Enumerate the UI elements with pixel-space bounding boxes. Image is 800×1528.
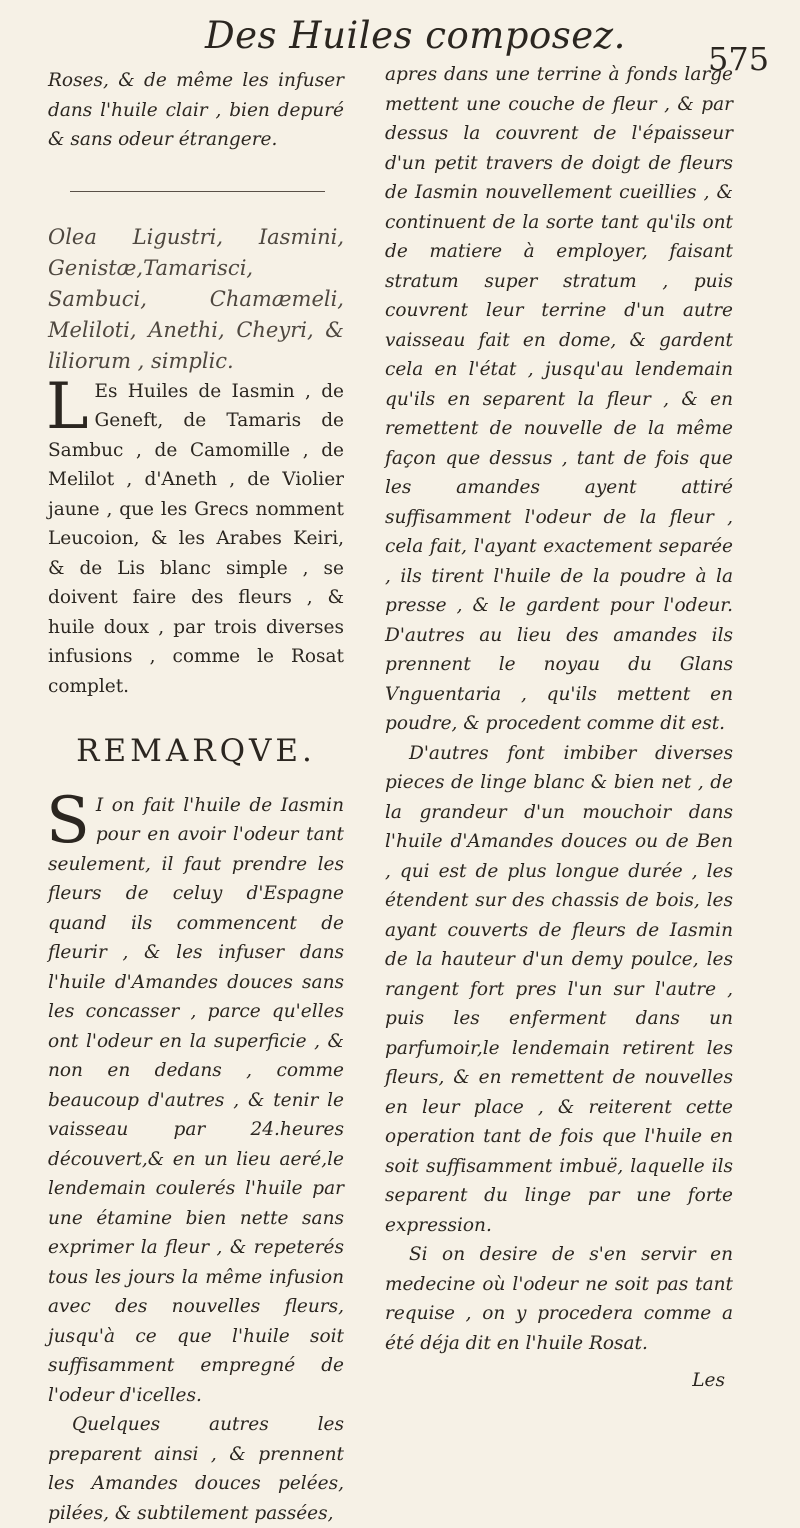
right-paragraph-2: D'autres font imbiber diverses pieces de linge blanc & bien net , de la grandeur d'un mouchoir dans l'huile d'Amandes douces ou de Ben , qui est de plus longue durée , les étendent sur des chassis de bois, les ayant couverts de fleurs de Iasmin de la hauteur d'un demy poulce, les rangent fort pres l'un sur l'autre , puis les enferment dans un parfumoir,le lendemain retirent les fleurs, & en remettent de nouvelles en leur place , & reiterent cette operation tant de fois que l'huile en soit suffisamment imbuë, laquelle ils separent du linge par une forte expression. xyxy=(385,742,733,1236)
right-column xyxy=(385,60,733,1396)
drop-cap-s: S xyxy=(46,783,90,858)
section-divider xyxy=(70,191,325,192)
preparation-paragraph: Quelques autres les preparent ainsi , & prennent les Amandes douces pelées, pilées, & subtilement passées, xyxy=(48,1414,344,1524)
right-paragraph-1: apres dans une terrine à fonds large mettent une couche de fleur , & par dessus la couvrent de l'épaisseur d'un petit travers de doigt de fleurs de Iasmin nouvellement cueillies , & continuent de la sorte tant qu'ils ont de matiere à employer, faisant stratum super stratum , puis couvrent leur terrine d'un autre vaisseau fait en dome, & gardent cela en l'état , jusqu'au lendemain qu'ils en separent la fleur , & en remettent de nouvelle de la même façon que dessus , tant de fois que les amandes ayent attiré suffisamment l'odeur de la fleur , cela fait, l'ayant exactement separée , ils tirent l'huile de la poudre à la presse , & le gardent pour l'odeur. D'autres au lieu des amandes ils prennent le noyau du Glans Vnguentaria , qu'ils mettent en poudre, & procedent comme dit est. xyxy=(385,64,733,734)
right-paragraph-3: Si on desire de s'en servir en medecine où l'odeur ne soit pas tant requise , on y procedera comme a été déja dit en l'huile Rosat. xyxy=(385,1244,733,1354)
catchword: Les xyxy=(692,1370,725,1391)
page-number: 575 xyxy=(708,40,770,78)
intro-paragraph: Roses, & de même les infuser dans l'huile clair , bien depuré & sans odeur étrangere. xyxy=(48,70,344,150)
remarque-heading: REMARQVE. xyxy=(76,733,316,769)
french-paragraph xyxy=(46,369,344,702)
left-column xyxy=(48,66,344,1528)
remarque-paragraph-text: I on fait l'huile de Iasmin pour en avoir l'odeur tant seulement, il faut prendre les fleurs de celuy d'Espagne quand ils commencent de fleurir , & les infuser dans l'huile d'Amandes douces sans les concasser , parce qu'elles ont l'odeur en la superficie , & non en dedans , comme beaucoup d'autres , & tenir le vaisseau par 24.heures découvert,& en un lieu aeré,le lendemain coulerés l'huile par une étamine bien nette sans exprimer la fleur , & repeterés tous les jours la même infusion avec des nouvelles fleurs, jusqu'à ce que l'huile soit suffisamment empregné de l'odeur d'icelles. xyxy=(48,794,344,1406)
french-paragraph-text: Es Huiles de Iasmin , de Geneft, de Tamaris de Sambuc , de Camomille , de Melilot , d'Aneth , de Violier jaune , que les Grecs nomment Leucoion, & les Arabes Keiri, & de Lis blanc simple , se doivent faire des fleurs , & huile doux , par trois diverses infusions , comme le Rosat complet. xyxy=(48,380,344,697)
drop-cap-l: L xyxy=(46,369,89,444)
latin-heading: Olea Ligustri, Iasmini, Genistæ,Tamarisci, Sambuci, Chamæmeli, Meliloti, Anethi, Cheyri, & liliorum , simplic. xyxy=(48,224,344,373)
running-title: Des Huiles composez. xyxy=(205,14,626,57)
remarque-paragraph xyxy=(46,783,344,1411)
